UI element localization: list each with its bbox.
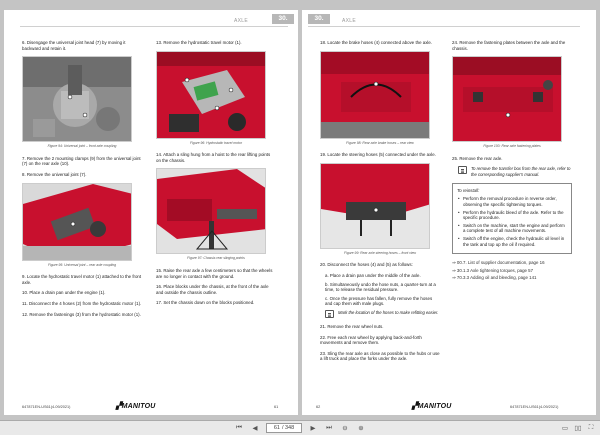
figure-96-image <box>156 51 266 139</box>
note-book-icon <box>325 310 334 318</box>
previous-page-button[interactable]: ◀ <box>252 425 258 432</box>
step-18: 18. Locate the brake hoses (4) connected above the axle. <box>320 40 433 45</box>
right-column-2 <box>452 40 572 283</box>
step-24: 24. Remove the fastening plates between the axle and the chassis. <box>452 40 566 51</box>
header-rule <box>20 26 288 27</box>
cross-reference-link[interactable]: ⇒ 30.1.3 Axle tightening torques, page 57 <box>452 267 534 273</box>
step-15: 15. Raise the rear axle a few centimeters so that the wheels are no longer in contact with the ground. <box>156 267 273 279</box>
step-17: 17. Set the chassis down on the blocks positioned. <box>156 300 255 306</box>
figure-97-image <box>156 168 266 254</box>
left-page <box>4 10 298 415</box>
figure-100-image <box>452 56 562 142</box>
reinstall-box <box>452 183 572 254</box>
figure-97-caption: Figure 97: Chassis rear slinging points <box>187 256 245 261</box>
right-page <box>302 10 596 415</box>
cross-reference-link[interactable]: ⇒ 00.7. List of supplier documentation, page 16 <box>452 260 545 266</box>
step-9: 9. Locate the hydrostatic travel motor (1) attached to the front axle. <box>22 274 142 285</box>
step-20: 20. Disconnect the hoses (4) and (5) as follows: <box>320 262 413 268</box>
chapter-box: 30. <box>308 14 330 24</box>
chapter-box: 30. <box>272 14 294 24</box>
next-page-button[interactable]: ▶ <box>310 425 316 432</box>
figure-94-image <box>22 56 132 142</box>
view-controls <box>560 423 596 433</box>
step-7: 7. Remove the 2 mounting clamps (9) from the universal joint (7) on the rear axle (10). <box>22 155 141 167</box>
current-page-input[interactable]: 61 <box>273 425 280 431</box>
note-transfer-text: To remove the transfer box from the rear axle, refer to the corresponding supplier's manual. <box>471 166 571 177</box>
step-22: 22. Free each rear wheel by applying back-and-forth movements and remove them. <box>320 334 422 346</box>
page-number: 61 <box>274 405 279 409</box>
page-number: 62 <box>316 405 321 409</box>
figure-95-caption: Figure 95: Universal joint – rear axle coupling <box>47 262 117 267</box>
section-label: AXLE <box>342 18 356 24</box>
note-hoses-text: Mark the location of the hoses to make refitting easier. <box>338 309 439 315</box>
footer-code: 647871EN-US61(4-09/2021) <box>22 405 71 409</box>
step-10: 10. Place a drain pan under the engine (1). <box>22 290 106 296</box>
step-14: 14. Attach a sling hung from a hoist to the rear lifting points on the chassis. <box>156 152 271 163</box>
logo-mark-icon: ▞ <box>116 403 122 410</box>
manitou-logo <box>116 402 156 410</box>
two-page-view-icon[interactable]: ▯▯ <box>574 425 582 432</box>
left-column-2 <box>156 40 276 311</box>
step-11: 11. Disconnect the 4 hoses (2) from the hydrostatic motor (1). <box>22 300 142 306</box>
step-20c: c. Once the pressure has fallen, fully remove the hoses and cap them with male plugs. <box>325 295 433 307</box>
step-13: 13. Remove the hydrostatic travel motor (1). <box>156 40 242 45</box>
figure-100-caption: Figure 100: Rear axle fastening plates <box>483 144 541 149</box>
right-column-1 <box>320 40 440 367</box>
zoom-in-button[interactable]: ⊕ <box>358 425 364 432</box>
cross-reference-link[interactable]: ⇒ 70.3.3 Adding oil and bleeding, page 141 <box>452 275 537 281</box>
left-column-1 <box>22 40 142 322</box>
section-label: AXLE <box>234 18 248 24</box>
page-indicator[interactable] <box>266 423 302 433</box>
zoom-out-button[interactable]: ⊖ <box>342 425 348 432</box>
figure-98-image <box>320 51 430 139</box>
total-pages: / 348 <box>281 425 295 431</box>
figure-99-image <box>320 163 430 249</box>
pdf-toolbar <box>0 420 600 435</box>
step-16: 16. Place blocks under the chassis, at the front of the axle and outside the chassis outline. <box>156 284 269 295</box>
reinstall-bullet: • Perform the hydraulic bleed of the axle. Refer to the specific procedure. <box>457 210 567 221</box>
figure-95-image <box>22 183 132 261</box>
reinstall-title: To reinstall: <box>457 187 480 193</box>
step-20a: a. Place a drain pan under the middle of the axle. <box>325 272 421 278</box>
single-page-view-icon[interactable]: ▭ <box>561 425 569 432</box>
step-20b: b. Simultaneously undo the hose nuts, a quarter-turn at a time, to release the residual pressure. <box>325 281 436 293</box>
step-12: 12. Remove the fastenings (3) from the hydrostatic motor (1). <box>22 311 141 317</box>
logo-mark-icon: ▞ <box>412 403 418 410</box>
step-19: 19. Locate the steering hoses (5) connected under the axle. <box>320 152 436 158</box>
note-hoses <box>320 310 440 318</box>
figure-96-caption: Figure 96: Hydrostatic travel motor <box>189 140 242 145</box>
step-23: 23. Sling the rear axle as close as possible to the hubs or use a lift truck and place the forks under the axle. <box>320 350 440 362</box>
step-6: 6. Disengage the universal joint head (7) by moving it backward and retain it. <box>22 40 126 51</box>
note-transfer-box <box>452 166 572 176</box>
reinstall-bullet: • Switch off the engine, check the hydraulic oil level in the tank and top up the oil if required. <box>457 236 567 247</box>
step-21: 21. Remove the rear wheel nuts. <box>320 323 384 329</box>
last-page-button[interactable]: ⏭ <box>326 424 332 431</box>
step-25: 25. Remove the rear axle. <box>452 155 503 161</box>
fullscreen-icon[interactable]: ⛶ <box>588 424 594 431</box>
reinstall-bullet: • Perform the removal procedure in reverse order, observing the specific tightening torques. <box>457 196 567 207</box>
step-8: 8. Remove the universal joint (7). <box>22 171 87 177</box>
reinstall-bullet: • Switch on the machine, start the engine and perform a complete test of all machine movements. <box>457 223 567 234</box>
manitou-logo <box>412 402 452 410</box>
brand-name: MANITOU <box>121 403 156 410</box>
footer-code: 647871EN-US61(4-09/2021) <box>510 405 559 409</box>
brand-name: MANITOU <box>417 403 452 410</box>
figure-94-caption: Figure 94: Universal joint – front axle coupling <box>47 144 117 149</box>
first-page-button[interactable]: ⏮ <box>236 424 242 431</box>
figure-99-caption: Figure 99: Rear axle steering hoses – front view <box>344 250 416 255</box>
header-rule <box>308 26 580 27</box>
figure-98-caption: Figure 98: Rear axle brake hoses – rear view <box>346 140 414 145</box>
note-book-icon <box>458 166 467 174</box>
